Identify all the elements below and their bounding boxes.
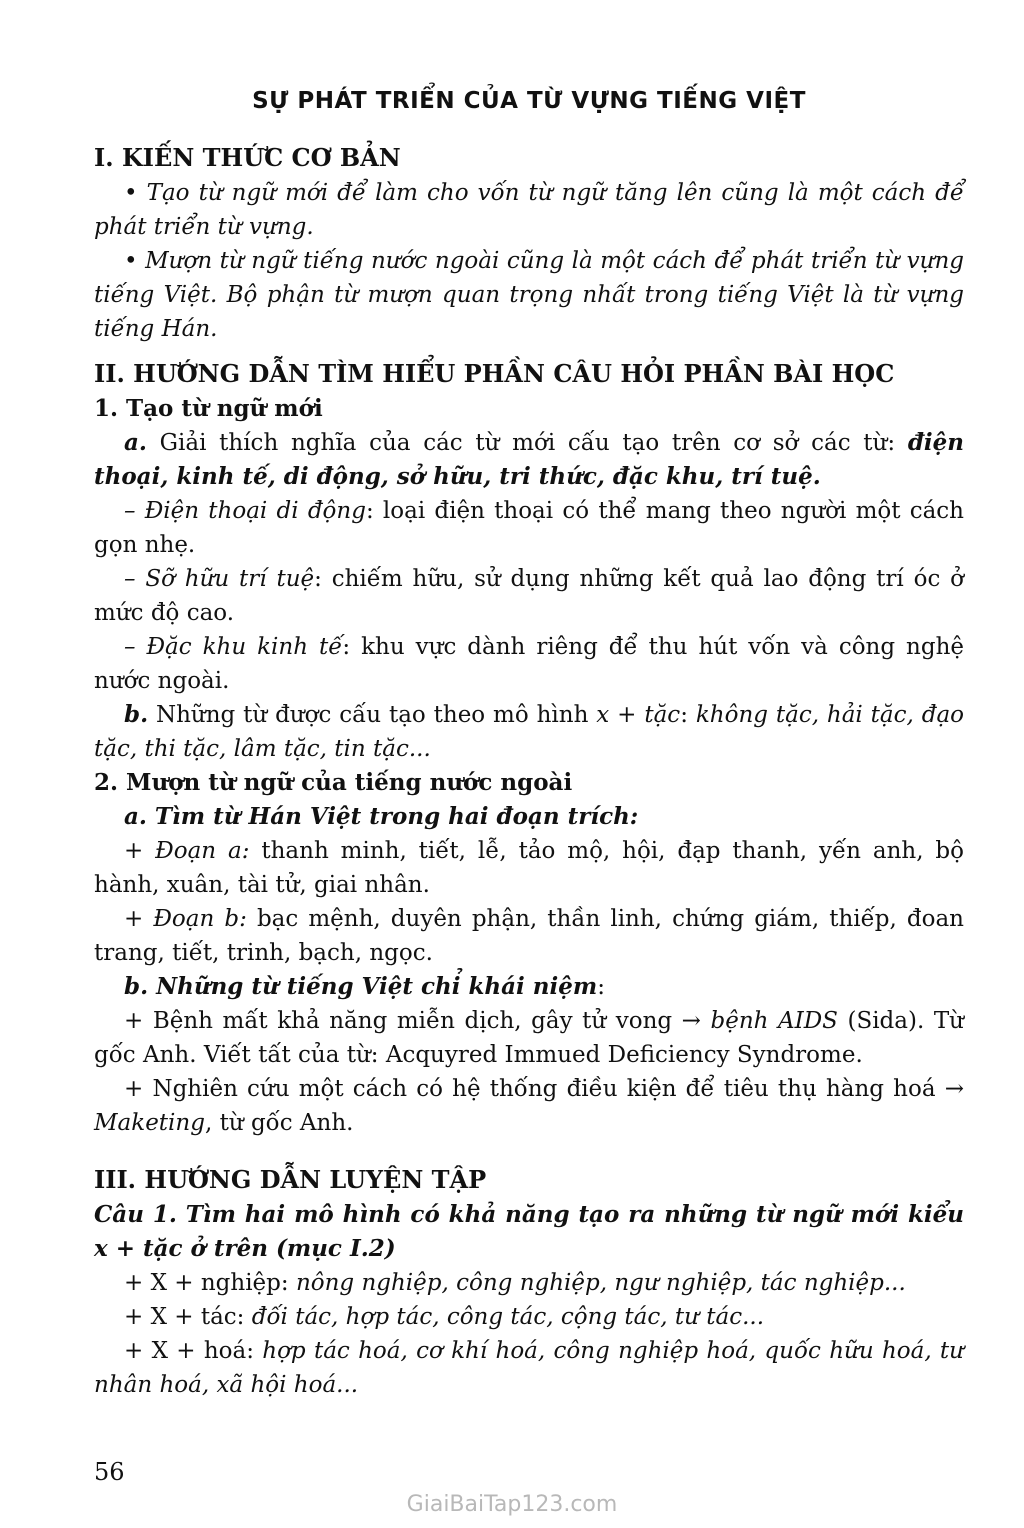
excerpt-a-text: thanh minh, tiết, lễ, tảo mộ, hội, đạp thanh, yến anh, bộ hành, xuân, tài tử, giai nhân.	[94, 838, 964, 898]
subsection-2-b	[94, 970, 964, 1004]
excerpt-a	[94, 834, 964, 902]
paragraph-a-text: Giải thích nghĩa của các từ mới cấu tạo trên cơ sở các từ:	[146, 430, 908, 456]
label-a: a.	[124, 429, 147, 456]
section-2-heading: II. HƯỚNG DẪN TÌM HIỂU PHẦN CÂU HỎI PHẦN BÀI HỌC	[94, 359, 895, 388]
model-plus: +	[609, 702, 645, 728]
concept-1-term: bệnh AIDS	[710, 1008, 838, 1034]
model-2	[94, 1300, 964, 1334]
document-page	[94, 84, 964, 1402]
model-2-text: đối tác, hợp tác, công tác, cộng tác, tư tác...	[251, 1304, 765, 1330]
question-1: Câu 1. Tìm hai mô hình có khả năng tạo ra những từ ngữ mới kiểu x + tặc ở trên (mục I.2)	[94, 1201, 964, 1262]
concept-1	[94, 1004, 964, 1072]
label-b: b.	[124, 701, 149, 728]
section-1-bullet-1: • Tạo từ ngữ mới để làm cho vốn từ ngữ tăng lên cũng là một cách để phát triển từ vựng.	[94, 180, 964, 240]
page-title: SỰ PHÁT TRIỂN CỦA TỪ VỰNG TIẾNG VIỆT	[252, 88, 806, 114]
definition-2	[94, 562, 964, 630]
model-3-text: hợp tác hoá, cơ khí hoá, công nghiệp hoá, quốc hữu hoá, tư nhân hoá, xã hội hoá...	[94, 1338, 964, 1398]
model-2-label: + X + tác:	[124, 1304, 252, 1330]
section-3-heading: III. HƯỚNG DẪN LUYỆN TẬP	[94, 1165, 487, 1194]
section-1-heading: I. KIẾN THỨC CƠ BẢN	[94, 143, 401, 172]
subsection-2-b-text: b. Những từ tiếng Việt chỉ khái niệm	[124, 973, 598, 1000]
model-3-label: + X + hoá:	[124, 1338, 263, 1364]
watermark: GiaiBaiTap123.com	[406, 1492, 618, 1517]
model-tac: tặc	[644, 702, 681, 728]
concept-2-rest: , từ gốc Anh.	[204, 1110, 354, 1136]
subsection-2-b-colon: :	[597, 974, 605, 1000]
paragraph-b-text: Những từ được cấu tạo theo mô hình	[148, 702, 597, 728]
concept-2	[94, 1072, 964, 1140]
definition-3	[94, 630, 964, 698]
paragraph-a-words: điện thoại, kinh tế, di động, sở hữu, tri thức, đặc khu, trí tuệ.	[94, 429, 964, 490]
page-number: 56	[94, 1458, 125, 1486]
excerpt-b-label: + Đoạn b:	[124, 906, 247, 932]
paragraph-b	[94, 698, 964, 766]
model-3	[94, 1334, 964, 1402]
excerpt-a-label: + Đoạn a:	[124, 838, 250, 864]
subsection-2-a: a. Tìm từ Hán Việt trong hai đoạn trích:	[124, 803, 639, 830]
excerpt-b	[94, 902, 964, 970]
definition-1	[94, 494, 964, 562]
subsection-2-heading: 2. Mượn từ ngữ của tiếng nước ngoài	[94, 769, 573, 796]
paragraph-a	[94, 426, 964, 494]
definition-1-text: : loại điện thoại có thể mang theo người một cách gọn nhẹ.	[94, 498, 964, 558]
model-1-text: nông nghiệp, công nghiệp, ngư nghiệp, tác nghiệp...	[295, 1270, 906, 1296]
excerpt-b-text: bạc mệnh, duyên phận, thần linh, chứng giám, thiếp, đoan trang, tiết, trinh, bạch, ngọc.	[94, 906, 964, 966]
section-1-bullet-2: • Mượn từ ngữ tiếng nước ngoài cũng là một cách để phát triển từ vựng tiếng Việt. Bộ phận từ mượn quan trọng nhất trong tiếng Việt là từ vựng tiếng Hán.	[94, 248, 964, 342]
model-x: x	[596, 702, 610, 728]
definition-1-term: – Điện thoại di động	[124, 498, 366, 524]
definition-2-term: – Sỡ hữu trí tuệ	[124, 566, 315, 592]
definition-3-text: : khu vực dành riêng để thu hút vốn và công nghệ nước ngoài.	[94, 634, 965, 694]
model-1	[94, 1266, 964, 1300]
concept-1-rest: (Sida). Từ gốc Anh. Viết tất của từ: Acquyred Immued Deficiency Syndrome.	[94, 1008, 964, 1068]
concept-2-text: + Nghiên cứu một cách có hệ thống điều kiện để tiêu thụ hàng hoá →	[124, 1076, 964, 1102]
paragraph-b-examples: không tặc, hải tặc, đạo tặc, thi tặc, lâm tặc, tin tặc...	[94, 702, 965, 762]
concept-2-term: Maketing	[94, 1110, 205, 1136]
model-colon: :	[680, 702, 696, 728]
definition-2-text: : chiếm hữu, sử dụng những kết quả lao động trí óc ở mức độ cao.	[94, 566, 964, 626]
concept-1-text: + Bệnh mất khả năng miễn dịch, gây tử vong →	[124, 1008, 711, 1034]
model-1-label: + X + nghiệp:	[124, 1270, 296, 1296]
definition-3-term: – Đặc khu kinh tế	[124, 634, 343, 660]
subsection-1-heading: 1. Tạo từ ngữ mới	[94, 395, 323, 422]
